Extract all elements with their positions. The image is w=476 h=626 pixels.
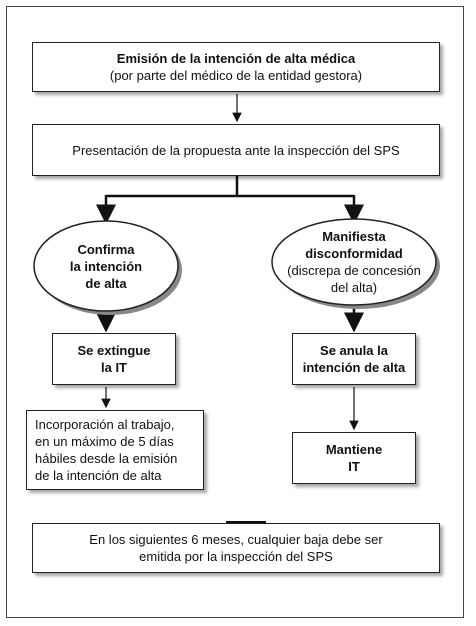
extingue-line-2: la IT <box>100 360 127 375</box>
incorporacion-line-3: hábiles desde la emisión <box>35 451 178 466</box>
siguientes-box <box>32 523 440 573</box>
confirma-line-1: Confirma <box>77 241 135 257</box>
anula-box <box>292 333 416 385</box>
incorporacion-line-2: en un máximo de 5 días <box>35 434 174 449</box>
extingue-box <box>52 333 176 385</box>
incorporacion-box <box>26 410 204 490</box>
extingue-line-1: Se extingue <box>77 343 151 358</box>
manifiesta-line-2: disconformidad <box>305 246 403 261</box>
anula-line-2: intención de alta <box>302 360 406 375</box>
emision-subtitle: (por parte del médico de la entidad gestora) <box>109 68 363 83</box>
emision-box <box>32 42 440 92</box>
manifiesta-node <box>276 226 432 298</box>
siguientes-line-1: En los siguientes 6 meses, cualquier baja debe ser <box>89 532 383 547</box>
mantiene-line-2: IT <box>348 459 360 474</box>
anula-line-1: Se anula la <box>320 343 388 358</box>
manifiesta-line-3: (discrepa de concesión <box>287 263 421 278</box>
confirma-line-2: la intención <box>69 258 143 274</box>
confirma-line-3: de alta <box>85 275 127 291</box>
manifiesta-line-4: del alta) <box>330 280 378 295</box>
incorporacion-line-4: de la intención de alta <box>35 468 162 483</box>
mantiene-box <box>292 432 416 484</box>
incorporacion-line-1: Incorporación al trabajo, <box>35 417 175 432</box>
confirma-node <box>40 228 172 304</box>
presentacion-box <box>32 124 440 176</box>
manifiesta-line-1: Manifiesta <box>322 229 386 244</box>
presentacion-text: Presentación de la propuesta ante la inspección del SPS <box>72 142 400 158</box>
siguientes-line-2: emitida por la inspección del SPS <box>139 549 333 564</box>
mantiene-line-1: Mantiene <box>325 442 383 457</box>
emision-title: Emisión de la intención de alta médica <box>116 51 356 66</box>
